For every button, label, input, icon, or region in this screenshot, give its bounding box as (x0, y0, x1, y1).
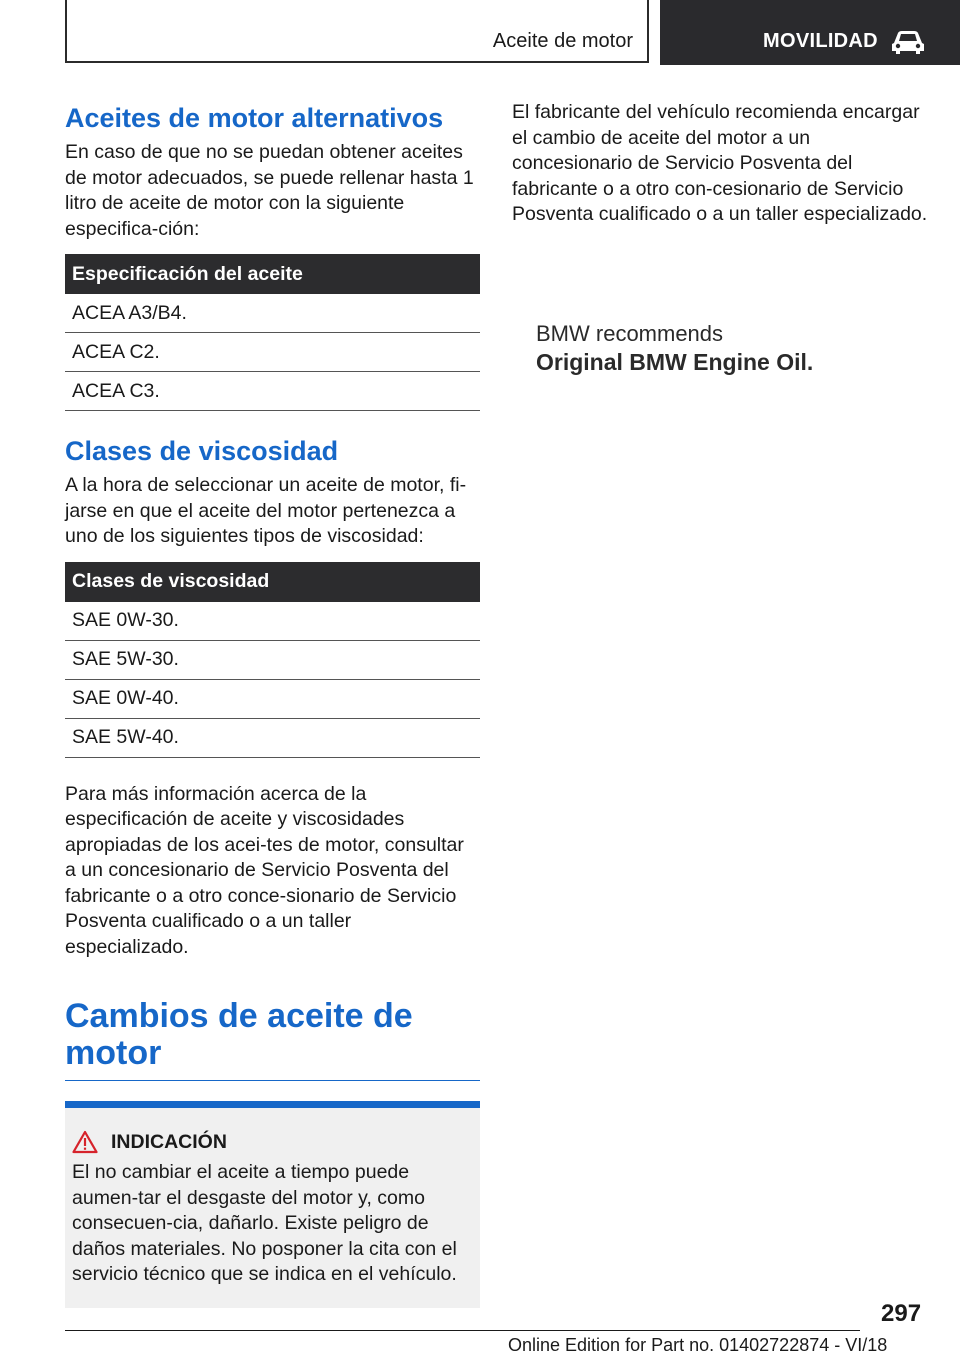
notice-text: El no cambiar el aceite a tiempo puede aumen-tar el desgaste del motor y, como consecuen-cia, dañarlo. Existe peligro de daños materiales. No posponer la cita con el servicio técnico que se indica en el vehículo. (72, 1161, 457, 1285)
viscosity-heading: Clases de viscosidad (65, 436, 339, 466)
bmw-recommends-line: BMW recommends (536, 321, 724, 346)
footer-rule (65, 1330, 860, 1331)
header-chapter-title: MOVILIDAD (763, 30, 878, 52)
oil-changes-heading: Cambios de aceite de motor (65, 997, 413, 1072)
table-row (65, 640, 480, 679)
right-column (512, 100, 932, 228)
alt-oils-heading: Aceites de motor alternativos (65, 103, 444, 133)
bmw-oil-logo (536, 320, 813, 376)
notice-header (72, 1130, 474, 1154)
viscosity-cell: SAE 5W-30. (65, 640, 480, 679)
car-icon (890, 28, 926, 56)
oil-spec-cell: ACEA C3. (65, 372, 480, 411)
table-row (65, 679, 480, 718)
page-number: 297 (881, 1300, 922, 1327)
alt-oils-text: En caso de que no se puedan obtener aceites de motor adecuados, se puede rellenar hasta 1 litro de aceite de motor con la siguiente especifica-ción: (65, 141, 474, 240)
viscosity-table (65, 562, 480, 758)
table-row (65, 718, 480, 757)
oil-spec-table-header: Especificación del aceite (65, 254, 480, 294)
viscosity-cell: SAE 5W-40. (65, 718, 480, 757)
notice-box (65, 1101, 480, 1308)
header-chapter-tab[interactable] (660, 0, 960, 65)
table-row (65, 333, 480, 372)
header-section-title: Aceite de motor (492, 30, 633, 52)
viscosity-text: A la hora de seleccionar un aceite de motor, fi-jarse en que el aceite del motor pertenezca a uno de los siguientes tipos de viscosidad: (65, 474, 467, 547)
table-row (65, 602, 480, 641)
bmw-engine-oil-line: Original BMW Engine Oil. (536, 349, 814, 375)
recommendation-text: El fabricante del vehículo recomienda encargar el cambio de aceite del motor a un concesionario de Servicio Posventa del fabricante o a otro con-cesionario de Servicio Posventa cualificado o a un taller especializado. (512, 101, 928, 225)
viscosity-table-header: Clases de viscosidad (65, 562, 480, 602)
left-column (65, 100, 480, 1308)
more-info-text: Para más información acerca de la especificación de aceite y viscosidades apropiadas de los acei-tes de motor, consultar a un concesionario de Servicio Posventa del fabricante o a otro conce-sionario de Servicio Posventa cualificado o a un taller especializado. (65, 782, 464, 958)
warning-icon (72, 1130, 98, 1154)
oil-spec-table (65, 254, 480, 411)
footer-edition: Online Edition for Part no. 01402722874 - VI/18 (508, 1335, 888, 1355)
table-row (65, 294, 480, 333)
oil-spec-cell: ACEA C2. (65, 333, 480, 372)
viscosity-cell: SAE 0W-40. (65, 679, 480, 718)
notice-title: INDICACIÓN (111, 1130, 227, 1153)
header-section-box (65, 0, 649, 63)
viscosity-cell: SAE 0W-30. (65, 602, 480, 641)
heading-rule (65, 1080, 480, 1081)
oil-spec-cell: ACEA A3/B4. (65, 294, 480, 333)
table-row (65, 372, 480, 411)
